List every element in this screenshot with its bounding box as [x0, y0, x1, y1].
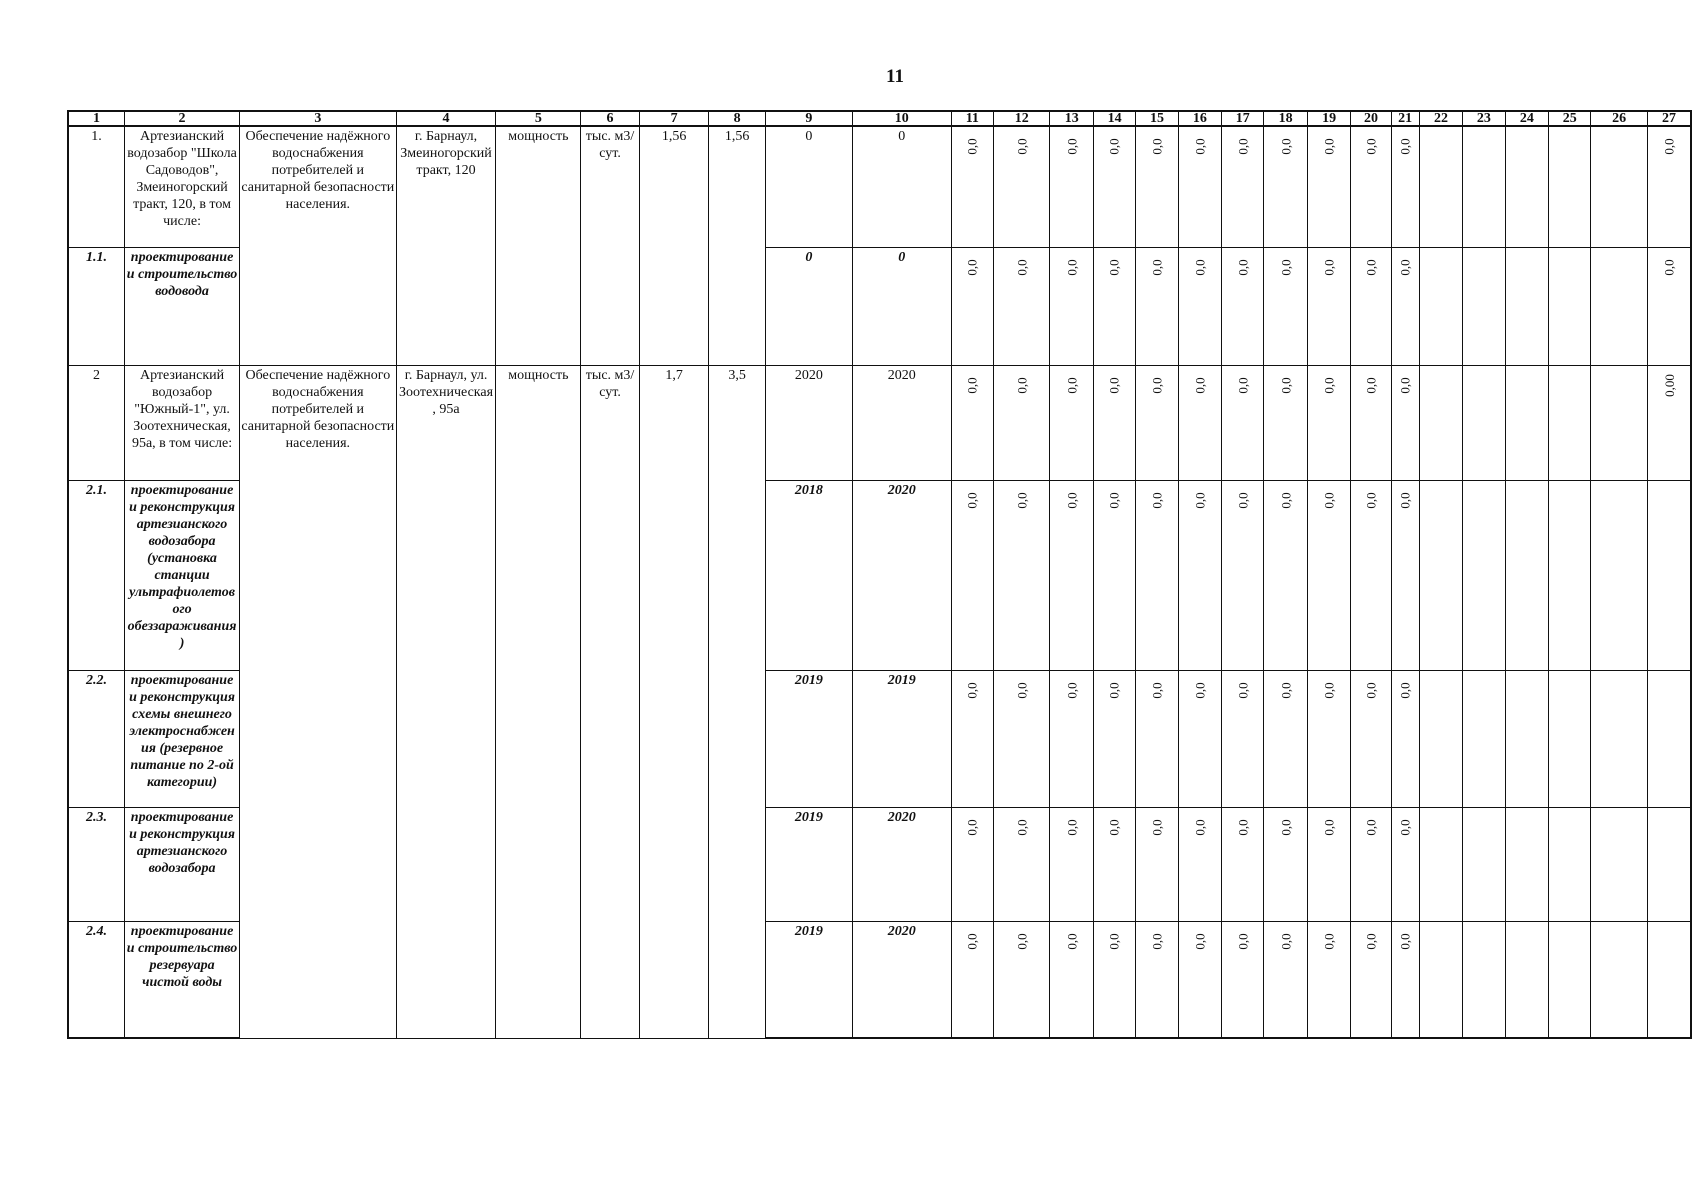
value-text: 0,0: [1397, 138, 1413, 155]
value-text: 0,0: [1278, 491, 1294, 509]
value-cell: [1222, 365, 1264, 480]
value-text: 0,0: [1321, 932, 1337, 950]
value-cell: [993, 807, 1049, 921]
value-cell: [1222, 247, 1264, 365]
value-text: 0,0: [1149, 932, 1165, 950]
value-text: 0,0: [1397, 491, 1413, 509]
value-text: 0,0: [964, 681, 980, 699]
col-header: 7: [639, 111, 709, 126]
value-text: 0,0: [1014, 932, 1030, 950]
value-cell: [1093, 480, 1135, 670]
value-text: 0,0: [1192, 932, 1208, 950]
year-start: 0: [765, 247, 852, 365]
value-text: 0,0: [1363, 491, 1379, 509]
value-text: 0,0: [1397, 681, 1413, 699]
value-cell: [951, 247, 993, 365]
year-start: 2019: [765, 670, 852, 807]
value-text: 0,0: [1278, 138, 1294, 155]
col-header: 24: [1505, 111, 1548, 126]
value-cell: [1136, 670, 1178, 807]
col-header: 9: [765, 111, 852, 126]
empty-cell: [1419, 247, 1462, 365]
value-cell: [1391, 247, 1419, 365]
value-text: 0,0: [1235, 681, 1251, 699]
value-cell: [1351, 247, 1391, 365]
col-header: 10: [852, 111, 951, 126]
unit: тыс. м3/сут.: [581, 365, 640, 1038]
value-cell: [1391, 480, 1419, 670]
value-text: 0,0: [1235, 818, 1251, 836]
value-before: 1,7: [639, 365, 709, 1038]
value-cell: [1391, 807, 1419, 921]
value-cell: [1222, 480, 1264, 670]
value-text: 0,0: [1192, 376, 1208, 394]
year-start: 2020: [765, 365, 852, 480]
page-number: 11: [886, 66, 904, 87]
value-text: 0,0: [1107, 138, 1123, 155]
col-header: 15: [1136, 111, 1178, 126]
value-cell: [1222, 807, 1264, 921]
object-purpose: Обеспечение надёжного водоснабжения потребителей и санитарной безопасности населения.: [240, 365, 396, 1038]
value-text: 0,0: [1192, 138, 1208, 155]
col-header: 17: [1222, 111, 1264, 126]
empty-cell: [1591, 670, 1647, 807]
value-text: 0,0: [1397, 376, 1413, 394]
value-text: 0,0: [1064, 932, 1080, 950]
empty-cell: [1591, 365, 1647, 480]
value-text: 0,0: [1107, 376, 1123, 394]
value-cell: [1307, 807, 1350, 921]
value-text: 0,0: [1661, 258, 1677, 276]
value-text: 0,0: [1149, 491, 1165, 509]
year-end: 2020: [852, 480, 951, 670]
value-text: 0,0: [1363, 138, 1379, 155]
value-text: 0,0: [1397, 932, 1413, 950]
col-header: 6: [581, 111, 640, 126]
value-text: 0,0: [1149, 818, 1165, 836]
value-text: 0,0: [1014, 491, 1030, 509]
empty-cell: [1419, 480, 1462, 670]
value-text: 0,0: [1397, 818, 1413, 836]
col-header: 21: [1391, 111, 1419, 126]
value-cell: [1136, 921, 1178, 1038]
object-name: Артезианский водозабор "Школа Садоводов", Змеиногорский тракт, 120, в том числе:: [124, 126, 239, 247]
indicator: мощность: [496, 365, 581, 1038]
value-text: 0,0: [1235, 376, 1251, 394]
value-text: 0,0: [1235, 932, 1251, 950]
value-cell: [1264, 921, 1307, 1038]
row-number: 1.1.: [68, 247, 124, 365]
value-text: 0,0: [1235, 491, 1251, 509]
value-cell: [1093, 365, 1135, 480]
value-cell: [951, 480, 993, 670]
value-cell: [993, 247, 1049, 365]
col-header: 26: [1591, 111, 1647, 126]
col-header: 12: [993, 111, 1049, 126]
empty-cell: [1549, 921, 1591, 1038]
empty-cell: [1549, 670, 1591, 807]
value-cell: [1222, 921, 1264, 1038]
value-cell: [1391, 670, 1419, 807]
value-cell: [1136, 480, 1178, 670]
value-text: 0,0: [1014, 258, 1030, 276]
value-cell: [1178, 365, 1221, 480]
row-number: 2.1.: [68, 480, 124, 670]
value-cell: [993, 921, 1049, 1038]
value-text: 0,0: [1064, 258, 1080, 276]
empty-cell: [1549, 247, 1591, 365]
value-cell: [1136, 247, 1178, 365]
value-cell: [1351, 921, 1391, 1038]
value-text: 0,00: [1661, 373, 1677, 397]
value-cell: [993, 480, 1049, 670]
value-text: 0,0: [1363, 932, 1379, 950]
empty-cell: [1463, 480, 1505, 670]
year-start: 0: [765, 126, 852, 247]
empty-cell: [1647, 807, 1691, 921]
value-cell: [1178, 247, 1221, 365]
value-cell: [1093, 807, 1135, 921]
value-cell: [1050, 126, 1093, 247]
object-name: проектирование и реконструкция артезианского водозабора: [124, 807, 239, 921]
col-header: 27: [1647, 111, 1691, 126]
value-cell: [1351, 126, 1391, 247]
empty-cell: [1419, 807, 1462, 921]
value-cell: [1050, 365, 1093, 480]
value-text: 0,0: [1064, 491, 1080, 509]
row-number: 2.3.: [68, 807, 124, 921]
value-text: 0,0: [964, 932, 980, 950]
col-header: 16: [1178, 111, 1221, 126]
value-cell: [1264, 480, 1307, 670]
value-text: 0,0: [1397, 258, 1413, 276]
value-text: 0,0: [1321, 681, 1337, 699]
year-end: 0: [852, 247, 951, 365]
value-text: 0,0: [1192, 258, 1208, 276]
value-text: 0,0: [1363, 376, 1379, 394]
col-header: 13: [1050, 111, 1093, 126]
object-address: г. Барнаул, ул. Зоотехническая, 95а: [396, 365, 496, 1038]
empty-cell: [1419, 365, 1462, 480]
empty-cell: [1505, 480, 1548, 670]
value-text: 0,0: [1235, 258, 1251, 276]
value-cell: [1093, 126, 1135, 247]
row-number: 2.2.: [68, 670, 124, 807]
empty-cell: [1549, 480, 1591, 670]
value-text: 0,0: [1064, 681, 1080, 699]
value-cell: [1351, 807, 1391, 921]
col-header: 1: [68, 111, 124, 126]
object-name: проектирование и реконструкция артезианского водозабора (установка станции ультрафиолетового обеззараживания): [124, 480, 239, 670]
value-cell: [1391, 365, 1419, 480]
value-cell: [1307, 670, 1350, 807]
value-text: 0,0: [1192, 818, 1208, 836]
value-text: 0,0: [1363, 818, 1379, 836]
value-cell: [1222, 670, 1264, 807]
empty-cell: [1549, 807, 1591, 921]
empty-cell: [1463, 365, 1505, 480]
value-text: 0,0: [1363, 681, 1379, 699]
year-end: 2020: [852, 921, 951, 1038]
value-text: 0,0: [1278, 376, 1294, 394]
row-number: 2.4.: [68, 921, 124, 1038]
indicator: мощность: [496, 126, 581, 365]
value-text: 0,0: [1064, 138, 1080, 155]
value-text: 0,0: [1235, 138, 1251, 155]
object-name: Артезианский водозабор "Южный-1", ул. Зоотехническая, 95а, в том числе:: [124, 365, 239, 480]
col-header: 11: [951, 111, 993, 126]
empty-cell: [1549, 365, 1591, 480]
empty-cell: [1591, 807, 1647, 921]
value-text: 0,0: [1064, 376, 1080, 394]
year-end: 2020: [852, 365, 951, 480]
header-row: [68, 111, 1691, 126]
value-cell: [1307, 365, 1350, 480]
value-text: 0,0: [1149, 376, 1165, 394]
value-cell: [1050, 807, 1093, 921]
empty-cell: [1591, 921, 1647, 1038]
row-number: 2: [68, 365, 124, 480]
value-text: 0,0: [1278, 818, 1294, 836]
value-text: 0,0: [964, 491, 980, 509]
col-header: 14: [1093, 111, 1135, 126]
table-row: [68, 365, 1691, 480]
value-text: 0,0: [1278, 681, 1294, 699]
empty-cell: [1505, 365, 1548, 480]
value-cell: [1178, 126, 1221, 247]
value-cell: [1050, 247, 1093, 365]
empty-cell: [1591, 480, 1647, 670]
col-header: 20: [1351, 111, 1391, 126]
empty-cell: [1505, 126, 1548, 247]
col-header: 4: [396, 111, 496, 126]
object-purpose: Обеспечение надёжного водоснабжения потребителей и санитарной безопасности населения.: [240, 126, 396, 365]
value-cell: [1647, 247, 1691, 365]
value-cell: [1264, 365, 1307, 480]
year-end: 2020: [852, 807, 951, 921]
object-name: проектирование и строительство резервуара чистой воды: [124, 921, 239, 1038]
value-cell: [1264, 670, 1307, 807]
empty-cell: [1647, 921, 1691, 1038]
value-text: 0,0: [1192, 681, 1208, 699]
investment-table: [67, 110, 1692, 1039]
empty-cell: [1505, 921, 1548, 1038]
object-address: г. Барнаул, Змеиногорский тракт, 120: [396, 126, 496, 365]
col-header: 2: [124, 111, 239, 126]
col-header: 19: [1307, 111, 1350, 126]
value-text: 0,0: [1321, 138, 1337, 155]
empty-cell: [1463, 126, 1505, 247]
value-cell: [951, 670, 993, 807]
value-cell: [993, 126, 1049, 247]
col-header: 5: [496, 111, 581, 126]
table-row: [68, 126, 1691, 247]
value-text: 0,0: [1149, 258, 1165, 276]
value-cell: [1307, 126, 1350, 247]
value-text: 0,0: [1321, 258, 1337, 276]
year-end: 0: [852, 126, 951, 247]
value-cell: [1136, 126, 1178, 247]
value-cell: [1093, 921, 1135, 1038]
object-name: проектирование и строительство водовода: [124, 247, 239, 365]
value-cell: [1050, 480, 1093, 670]
empty-cell: [1647, 670, 1691, 807]
value-cell: [1178, 480, 1221, 670]
value-cell: [1351, 670, 1391, 807]
year-start: 2018: [765, 480, 852, 670]
empty-cell: [1505, 247, 1548, 365]
value-cell: [1178, 921, 1221, 1038]
value-text: 0,0: [1149, 681, 1165, 699]
row-number: 1.: [68, 126, 124, 247]
col-header: 18: [1264, 111, 1307, 126]
value-cell: [1647, 126, 1691, 247]
value-text: 0,0: [1363, 258, 1379, 276]
year-end: 2019: [852, 670, 951, 807]
value-text: 0,0: [1107, 932, 1123, 950]
value-text: 0,0: [1149, 138, 1165, 155]
value-cell: [1222, 126, 1264, 247]
year-start: 2019: [765, 921, 852, 1038]
col-header: 3: [240, 111, 396, 126]
empty-cell: [1463, 247, 1505, 365]
value-before: 1,56: [639, 126, 709, 365]
value-cell: [1178, 807, 1221, 921]
value-cell: [951, 921, 993, 1038]
value-cell: [1093, 247, 1135, 365]
value-text: 0,0: [1107, 258, 1123, 276]
value-cell: [1264, 247, 1307, 365]
value-text: 0,0: [1192, 491, 1208, 509]
col-header: 23: [1463, 111, 1505, 126]
object-name: проектирование и реконструкция схемы внешнего электроснабжения (резервное питание по 2-ой категории): [124, 670, 239, 807]
empty-cell: [1463, 921, 1505, 1038]
value-text: 0,0: [1278, 258, 1294, 276]
col-header: 25: [1549, 111, 1591, 126]
value-text: 0,0: [1014, 138, 1030, 155]
value-cell: [1391, 921, 1419, 1038]
empty-cell: [1463, 807, 1505, 921]
value-text: 0,0: [1064, 818, 1080, 836]
col-header: 8: [709, 111, 765, 126]
value-text: 0,0: [1014, 376, 1030, 394]
value-cell: [1093, 670, 1135, 807]
value-cell: [951, 126, 993, 247]
value-cell: [1264, 126, 1307, 247]
value-cell: [1264, 807, 1307, 921]
value-text: 0,0: [1321, 376, 1337, 394]
empty-cell: [1419, 670, 1462, 807]
value-text: 0,0: [1321, 818, 1337, 836]
empty-cell: [1505, 670, 1548, 807]
value-text: 0,0: [1661, 138, 1677, 155]
value-cell: [951, 365, 993, 480]
empty-cell: [1647, 480, 1691, 670]
value-cell: [993, 365, 1049, 480]
value-cell: [1351, 480, 1391, 670]
value-cell: [1351, 365, 1391, 480]
unit: тыс. м3/сут.: [581, 126, 640, 365]
value-text: 0,0: [1107, 681, 1123, 699]
value-cell: [1391, 126, 1419, 247]
value-cell: [1136, 807, 1178, 921]
year-start: 2019: [765, 807, 852, 921]
value-text: 0,0: [1107, 818, 1123, 836]
value-cell: [1307, 921, 1350, 1038]
value-cell: [1050, 670, 1093, 807]
value-text: 0,0: [1014, 818, 1030, 836]
value-cell: [951, 807, 993, 921]
col-header: 22: [1419, 111, 1462, 126]
value-text: 0,0: [1014, 681, 1030, 699]
value-cell: [993, 670, 1049, 807]
value-text: 0,0: [964, 376, 980, 394]
value-text: 0,0: [964, 818, 980, 836]
value-text: 0,0: [1107, 491, 1123, 509]
value-cell: [1178, 670, 1221, 807]
value-cell: [1307, 480, 1350, 670]
empty-cell: [1419, 921, 1462, 1038]
value-text: 0,0: [1278, 932, 1294, 950]
empty-cell: [1591, 126, 1647, 247]
value-cell: [1050, 921, 1093, 1038]
value-text: 0,0: [964, 138, 980, 155]
value-after: 1,56: [709, 126, 765, 365]
value-text: 0,0: [1321, 491, 1337, 509]
value-text: 0,0: [964, 258, 980, 276]
empty-cell: [1419, 126, 1462, 247]
value-cell: [1136, 365, 1178, 480]
value-cell: [1647, 365, 1691, 480]
value-after: 3,5: [709, 365, 765, 1038]
empty-cell: [1591, 247, 1647, 365]
empty-cell: [1505, 807, 1548, 921]
empty-cell: [1463, 670, 1505, 807]
empty-cell: [1549, 126, 1591, 247]
value-cell: [1307, 247, 1350, 365]
